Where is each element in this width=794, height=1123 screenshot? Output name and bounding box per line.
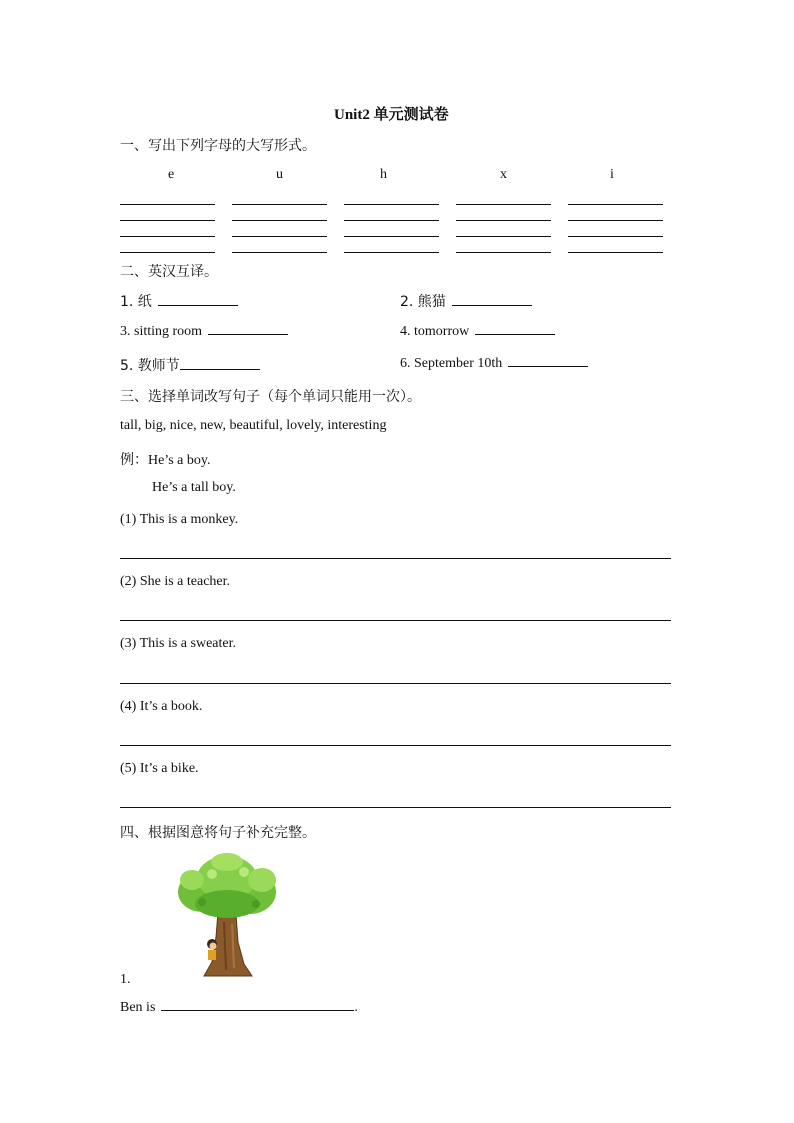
- example-answer: He’s a tall boy.: [152, 480, 236, 495]
- section2-heading: 二、英汉互译。: [120, 264, 218, 280]
- answer-line-3[interactable]: [120, 683, 671, 684]
- letter-x: x: [500, 167, 507, 182]
- sentence-blank[interactable]: [161, 1009, 354, 1011]
- rewrite-question-3: (3) This is a sweater.: [120, 636, 236, 651]
- translate-item-2-text: 2. 熊猫: [400, 294, 446, 310]
- letter-i: i: [610, 167, 614, 182]
- translate-item-4: [400, 324, 555, 340]
- translate-item-6: [400, 356, 588, 372]
- rewrite-question-5: (5) It’s a bike.: [120, 761, 199, 776]
- answer-blank[interactable]: [180, 368, 260, 370]
- translate-item-3: [120, 324, 288, 340]
- translate-item-4-text: 4. tomorrow: [400, 324, 470, 339]
- section4-heading: 四、根据图意将句子补充完整。: [120, 825, 316, 841]
- sentence-end: .: [354, 1000, 358, 1015]
- rewrite-question-4: (4) It’s a book.: [120, 699, 203, 714]
- answer-blank[interactable]: [508, 365, 588, 367]
- rewrite-question-1: (1) This is a monkey.: [120, 512, 239, 527]
- translate-item-1: [120, 291, 238, 311]
- section1-heading: 一、写出下列字母的大写形式。: [120, 138, 316, 154]
- letter-u: u: [276, 167, 283, 182]
- sentence-start: Ben is: [120, 1000, 156, 1015]
- letter-e: e: [168, 167, 175, 182]
- answer-line-2[interactable]: [120, 620, 671, 621]
- translate-item-3-text: 3. sitting room: [120, 324, 203, 339]
- translate-item-6-text: 6. September 10th: [400, 356, 503, 371]
- answer-blank[interactable]: [158, 304, 238, 306]
- answer-blank[interactable]: [208, 333, 288, 335]
- sentence-completion: [120, 1000, 358, 1016]
- tree-illustration: [172, 852, 282, 980]
- answer-line-1[interactable]: [120, 558, 671, 559]
- translate-item-5: [120, 355, 260, 375]
- answer-line-5[interactable]: [120, 807, 671, 808]
- example-question: 例：He’s a boy.: [120, 453, 211, 468]
- answer-line-4[interactable]: [120, 745, 671, 746]
- translate-item-5-text: 5. 教师节: [120, 358, 180, 374]
- answer-blank[interactable]: [452, 304, 532, 306]
- page-title: Unit2 单元测试卷: [334, 107, 449, 123]
- translate-item-2: [400, 291, 532, 311]
- rewrite-question-2: (2) She is a teacher.: [120, 574, 231, 589]
- picture-item-number: 1.: [120, 972, 131, 987]
- translate-item-1-text: 1. 纸: [120, 294, 152, 310]
- word-bank: tall, big, nice, new, beautiful, lovely, interesting: [120, 418, 387, 433]
- section3-heading: 三、选择单词改写句子（每个单词只能用一次）。: [120, 389, 421, 405]
- answer-blank[interactable]: [475, 333, 555, 335]
- letter-h: h: [380, 167, 387, 182]
